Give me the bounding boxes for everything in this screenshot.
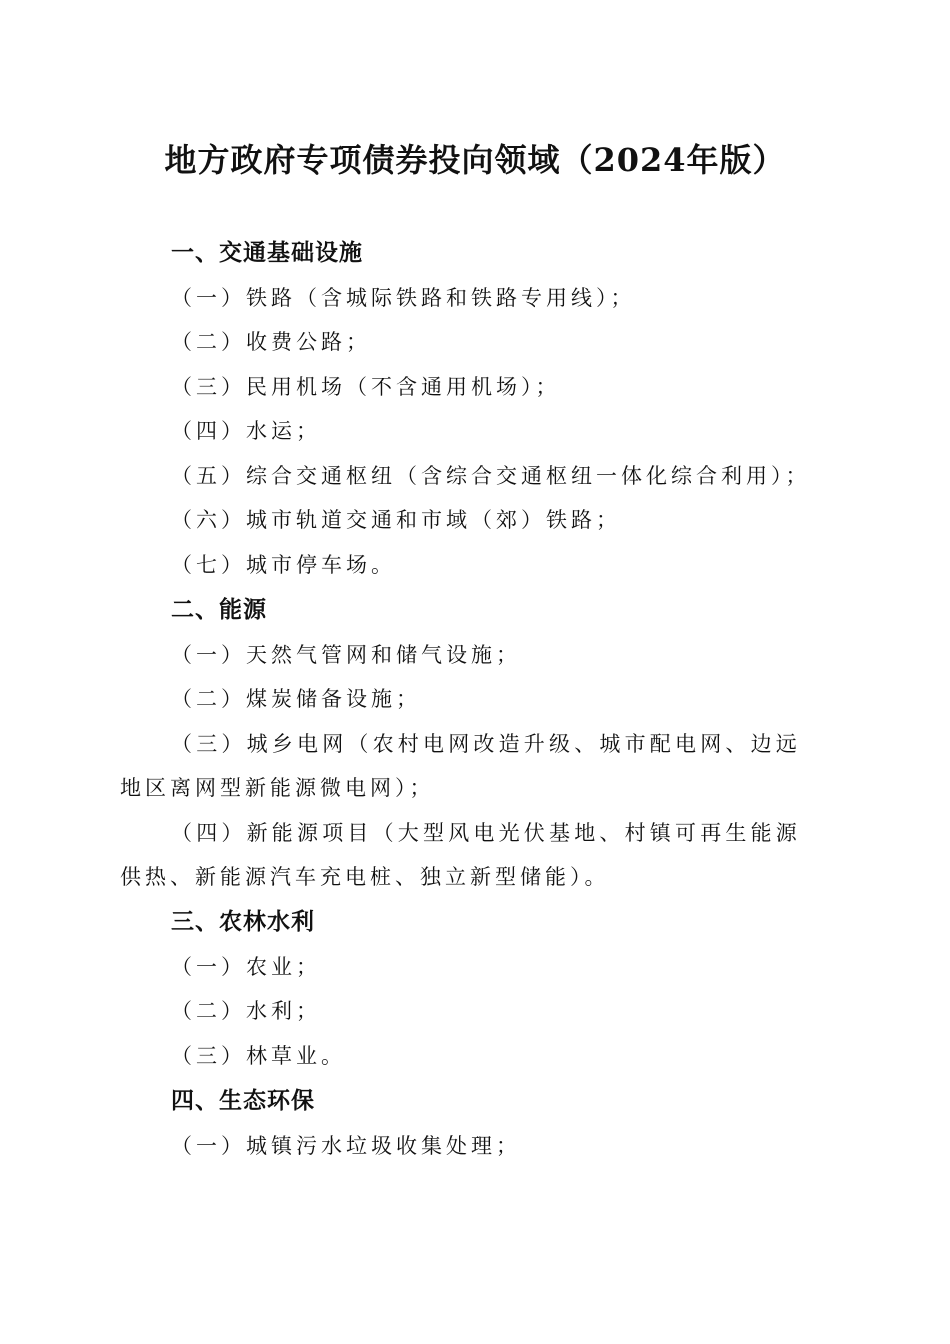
list-item: （四）新能源项目（大型风电光伏基地、村镇可再生能源 (171, 821, 801, 845)
list-item: （七）城市停车场。 (171, 553, 396, 577)
section-heading-1: 一、交通基础设施 (171, 240, 363, 266)
list-item: （二）煤炭储备设施； (171, 687, 421, 711)
list-item: （三）城乡电网（农村电网改造升级、城市配电网、边远 (171, 732, 801, 756)
list-item: （四）水运； (171, 419, 321, 443)
list-item: （一）天然气管网和储气设施； (171, 643, 521, 667)
list-item: （三）民用机场（不含通用机场）； (171, 375, 561, 399)
list-item-continuation: 供热、新能源汽车充电桩、独立新型储能）。 (120, 865, 610, 889)
section-heading-4: 四、生态环保 (171, 1088, 315, 1114)
list-item: （二）收费公路； (171, 330, 371, 354)
list-item-continuation: 地区离网型新能源微电网）； (120, 776, 435, 800)
list-item: （一）城镇污水垃圾收集处理； (171, 1134, 521, 1158)
list-item: （二）水利； (171, 999, 321, 1023)
list-item: （一）铁路（含城际铁路和铁路专用线）； (171, 286, 636, 310)
section-heading-3: 三、农林水利 (171, 909, 315, 935)
list-item: （五）综合交通枢纽（含综合交通枢纽一体化综合利用）； (171, 464, 811, 488)
list-item: （六）城市轨道交通和市域（郊）铁路； (171, 508, 621, 532)
list-item: （一）农业； (171, 955, 321, 979)
section-heading-2: 二、能源 (171, 597, 267, 623)
list-item: （三）林草业。 (171, 1044, 346, 1068)
document-title: 地方政府专项债券投向领域（2024年版） (164, 141, 786, 179)
